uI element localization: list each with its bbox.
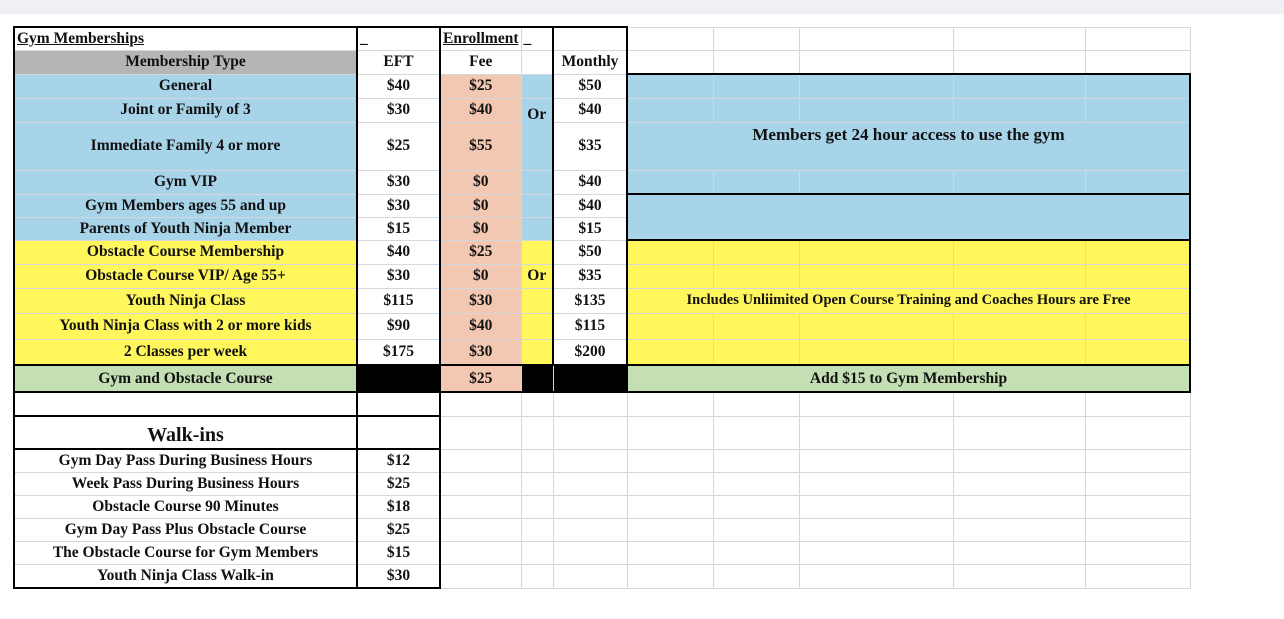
monthly-cell[interactable]: $40 [553,170,627,194]
membership-type-cell[interactable]: Gym VIP [14,170,357,194]
walkin-label[interactable]: The Obstacle Course for Gym Members [14,541,357,564]
list-item [14,541,1190,564]
membership-type-cell[interactable]: Joint or Family of 3 [14,98,357,122]
eft-cell[interactable]: $15 [357,217,440,240]
membership-type-cell[interactable]: Gym Members ages 55 and up [14,194,357,217]
table-row [14,313,1190,339]
table-row [14,339,1190,365]
eft-cell[interactable]: $30 [357,98,440,122]
walkin-price[interactable]: $30 [357,564,440,588]
membership-type-cell[interactable]: Obstacle Course VIP/ Age 55+ [14,264,357,288]
list-item [14,449,1190,472]
eft-cell[interactable]: $25 [357,122,440,170]
monthly-cell[interactable]: $35 [553,264,627,288]
header-fee[interactable]: Fee [440,50,521,74]
fee-cell[interactable]: $25 [440,240,521,264]
fee-cell[interactable]: $30 [440,288,521,313]
monthly-cell[interactable]: $135 [553,288,627,313]
eft-cell[interactable]: $40 [357,74,440,98]
monthly-cell[interactable]: $50 [553,74,627,98]
monthly-cell[interactable]: $35 [553,122,627,170]
walkin-price[interactable]: $15 [357,541,440,564]
eft-cell[interactable]: $90 [357,313,440,339]
table-row [14,365,1190,392]
table-row [14,170,1190,194]
header-membership-type[interactable]: Membership Type [14,50,357,74]
list-item [14,564,1190,588]
table-row [14,122,1190,170]
membership-type-cell[interactable]: General [14,74,357,98]
membership-type-cell[interactable]: 2 Classes per week [14,339,357,365]
membership-type-cell[interactable]: Parents of Youth Ninja Member [14,217,357,240]
fee-cell[interactable]: $30 [440,339,521,365]
fee-cell[interactable]: $0 [440,194,521,217]
table-row [14,74,1190,98]
window-top-bar [0,0,1284,14]
fee-cell[interactable]: $0 [440,217,521,240]
membership-type-cell[interactable]: Immediate Family 4 or more [14,122,357,170]
walkin-label[interactable]: Gym Day Pass During Business Hours [14,449,357,472]
walkin-label[interactable]: Youth Ninja Class Walk-in [14,564,357,588]
fee-cell[interactable]: $0 [440,264,521,288]
table-row [14,264,1190,288]
monthly-cell[interactable]: $115 [553,313,627,339]
tick-cell[interactable]: _ [521,27,553,50]
eft-cell[interactable]: $30 [357,170,440,194]
walkin-label[interactable]: Obstacle Course 90 Minutes [14,495,357,518]
sheet-title[interactable]: Gym Memberships [14,27,357,50]
monthly-cell[interactable]: $15 [553,217,627,240]
list-item [14,472,1190,495]
fee-cell[interactable]: $55 [440,122,521,170]
table-row [14,288,1190,313]
eft-cell[interactable]: $115 [357,288,440,313]
membership-spreadsheet [13,26,1191,589]
membership-type-cell[interactable]: Gym and Obstacle Course [14,365,357,392]
tick-cell[interactable]: _ [357,27,440,50]
walkin-price[interactable]: $12 [357,449,440,472]
fee-cell[interactable]: $25 [440,365,521,392]
eft-cell[interactable]: $40 [357,240,440,264]
or-label[interactable]: Or [521,98,553,170]
monthly-cell[interactable] [553,365,627,392]
walkin-price[interactable]: $18 [357,495,440,518]
fee-cell[interactable]: $0 [440,170,521,194]
header-eft[interactable]: EFT [357,50,440,74]
walkin-label[interactable]: Week Pass During Business Hours [14,472,357,495]
eft-cell[interactable]: $30 [357,194,440,217]
obstacle-includes-note[interactable]: Includes Unliimited Open Course Training and Coaches Hours are Free [627,288,1190,313]
list-item [14,495,1190,518]
fee-cell[interactable]: $40 [440,313,521,339]
eft-cell[interactable]: $175 [357,339,440,365]
fee-cell[interactable]: $25 [440,74,521,98]
header-monthly[interactable]: Monthly [553,50,627,74]
monthly-cell[interactable]: $40 [553,98,627,122]
walkin-price[interactable]: $25 [357,518,440,541]
fee-cell[interactable]: $40 [440,98,521,122]
membership-type-cell[interactable]: Youth Ninja Class [14,288,357,313]
add-to-gym-note[interactable]: Add $15 to Gym Membership [627,365,1190,392]
walkin-label[interactable]: Gym Day Pass Plus Obstacle Course [14,518,357,541]
table-row [14,98,1190,122]
eft-cell[interactable] [357,365,440,392]
walkin-price[interactable]: $25 [357,472,440,495]
eft-cell[interactable]: $30 [357,264,440,288]
walkins-title[interactable]: Walk-ins [14,416,357,449]
membership-type-cell[interactable]: Obstacle Course Membership [14,240,357,264]
gym-access-note[interactable]: Members get 24 hour access to use the gym [627,122,1190,170]
monthly-cell[interactable]: $50 [553,240,627,264]
table-row [14,240,1190,264]
membership-type-cell[interactable]: Youth Ninja Class with 2 or more kids [14,313,357,339]
monthly-cell[interactable]: $40 [553,194,627,217]
enrollment-header[interactable]: Enrollment [440,27,521,50]
table-row [14,194,1190,217]
list-item [14,518,1190,541]
monthly-cell[interactable]: $200 [553,339,627,365]
or-label[interactable]: Or [521,264,553,288]
